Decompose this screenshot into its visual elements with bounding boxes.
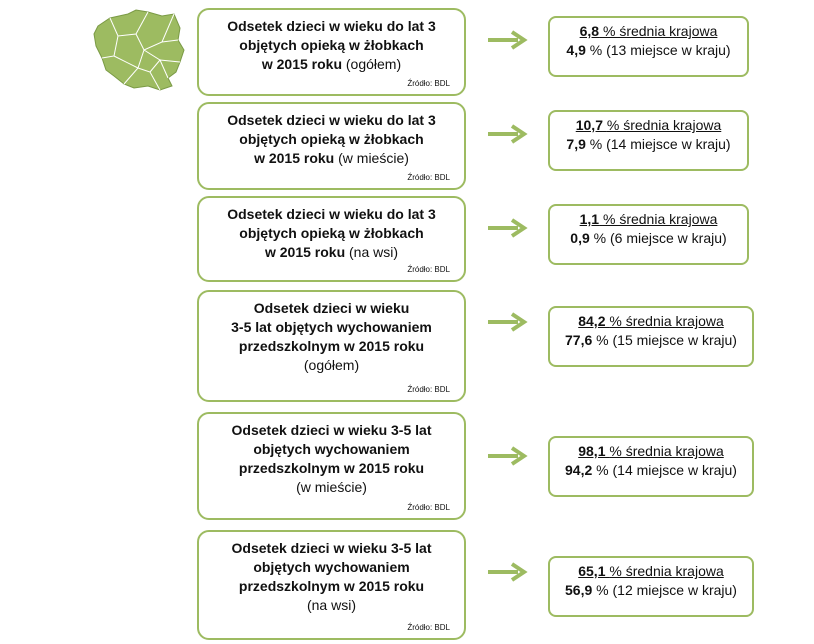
local-value-label: % (14 miejsce w kraju) xyxy=(596,462,737,478)
indicator-box xyxy=(197,412,466,520)
indicator-qualifier: (na wsi) xyxy=(349,244,399,260)
national-average-label: % średnia krajowa xyxy=(602,23,718,39)
indicator-title-line: objętych opieką w żłobkach xyxy=(239,131,424,147)
value-box xyxy=(548,110,749,171)
national-average xyxy=(550,562,752,581)
local-value-label: % (6 miejsce w kraju) xyxy=(593,230,727,246)
local-value-label: % (13 miejsce w kraju) xyxy=(589,42,731,58)
source-note: Źródło: BDL xyxy=(407,79,450,88)
arrow-right-icon xyxy=(486,312,532,332)
arrow-right-icon xyxy=(486,446,532,466)
value-box xyxy=(548,556,754,617)
local-value-number: 7,9 xyxy=(566,136,586,152)
value-box xyxy=(548,436,754,497)
source-note: Źródło: BDL xyxy=(407,385,450,394)
source-note: Źródło: BDL xyxy=(407,173,450,182)
local-value xyxy=(550,581,752,600)
national-average-label: % średnia krajowa xyxy=(609,443,724,459)
indicator-title-line: przedszkolnym w 2015 roku xyxy=(238,338,425,354)
national-average-value: 6,8 xyxy=(579,23,600,39)
indicator-title-line: w 2015 roku xyxy=(254,150,335,166)
national-average-label: % średnia krajowa xyxy=(609,563,724,579)
local-value-number: 77,6 xyxy=(565,332,593,348)
value-box xyxy=(548,16,749,77)
indicator-title-line: przedszkolnym w 2015 roku xyxy=(238,578,425,594)
indicator-qualifier: (ogółem) xyxy=(303,357,360,373)
national-average xyxy=(550,210,747,229)
source-note: Źródło: BDL xyxy=(407,623,450,632)
local-value-number: 0,9 xyxy=(570,230,590,246)
indicator-box xyxy=(197,102,466,190)
indicator-title-line: objętych wychowaniem xyxy=(253,441,410,457)
local-value xyxy=(550,229,747,248)
indicator-title-line: Odsetek dzieci w wieku do lat 3 xyxy=(227,18,436,34)
arrow-right-icon xyxy=(486,562,532,582)
indicator-title-line: Odsetek dzieci w wieku do lat 3 xyxy=(227,206,436,222)
indicator-title-line: 3-5 lat objętych wychowaniem xyxy=(231,319,432,335)
national-average-label: % średnia krajowa xyxy=(606,117,722,133)
indicator-box xyxy=(197,530,466,640)
local-value-label: % (15 miejsce w kraju) xyxy=(596,332,737,348)
indicator-box xyxy=(197,290,466,402)
national-average-value: 10,7 xyxy=(575,117,603,133)
local-value-number: 94,2 xyxy=(565,462,593,478)
national-average-value: 98,1 xyxy=(578,443,606,459)
poland-map-icon xyxy=(88,6,186,94)
local-value xyxy=(550,135,747,154)
value-box xyxy=(548,306,754,367)
local-value xyxy=(550,41,747,60)
national-average xyxy=(550,442,752,461)
value-box xyxy=(548,204,749,265)
indicator-title-line: Odsetek dzieci w wieku xyxy=(253,300,410,316)
source-note: Źródło: BDL xyxy=(407,503,450,512)
indicator-box xyxy=(197,8,466,96)
national-average xyxy=(550,312,752,331)
source-note: Źródło: BDL xyxy=(407,265,450,274)
indicator-qualifier: (w mieście) xyxy=(338,150,409,166)
indicator-qualifier: (na wsi) xyxy=(306,597,356,613)
local-value-number: 56,9 xyxy=(565,582,593,598)
indicator-qualifier: (ogółem) xyxy=(345,56,402,72)
national-average-label: % średnia krajowa xyxy=(602,211,718,227)
indicator-title-line: przedszkolnym w 2015 roku xyxy=(238,460,425,476)
national-average-label: % średnia krajowa xyxy=(609,313,724,329)
local-value xyxy=(550,461,752,480)
national-average-value: 84,2 xyxy=(578,313,606,329)
indicator-title-line: w 2015 roku xyxy=(264,244,346,260)
local-value-number: 4,9 xyxy=(566,42,586,58)
indicator-qualifier: (w mieście) xyxy=(296,479,367,495)
local-value-label: % (12 miejsce w kraju) xyxy=(596,582,737,598)
indicator-title-line: objętych opieką w żłobkach xyxy=(239,37,424,53)
national-average xyxy=(550,22,747,41)
arrow-right-icon xyxy=(486,30,532,50)
indicator-title-line: Odsetek dzieci w wieku 3-5 lat xyxy=(231,540,432,556)
indicator-title-line: Odsetek dzieci w wieku 3-5 lat xyxy=(231,422,432,438)
national-average xyxy=(550,116,747,135)
arrow-right-icon xyxy=(486,124,532,144)
local-value xyxy=(550,331,752,350)
local-value-label: % (14 miejsce w kraju) xyxy=(589,136,731,152)
indicator-title-line: objętych opieką w żłobkach xyxy=(239,225,424,241)
indicator-box xyxy=(197,196,466,282)
national-average-value: 1,1 xyxy=(579,211,600,227)
indicator-title-line: objętych wychowaniem xyxy=(253,559,410,575)
indicator-title-line: Odsetek dzieci w wieku do lat 3 xyxy=(227,112,436,128)
national-average-value: 65,1 xyxy=(578,563,606,579)
arrow-right-icon xyxy=(486,218,532,238)
indicator-title-line: w 2015 roku xyxy=(261,56,342,72)
